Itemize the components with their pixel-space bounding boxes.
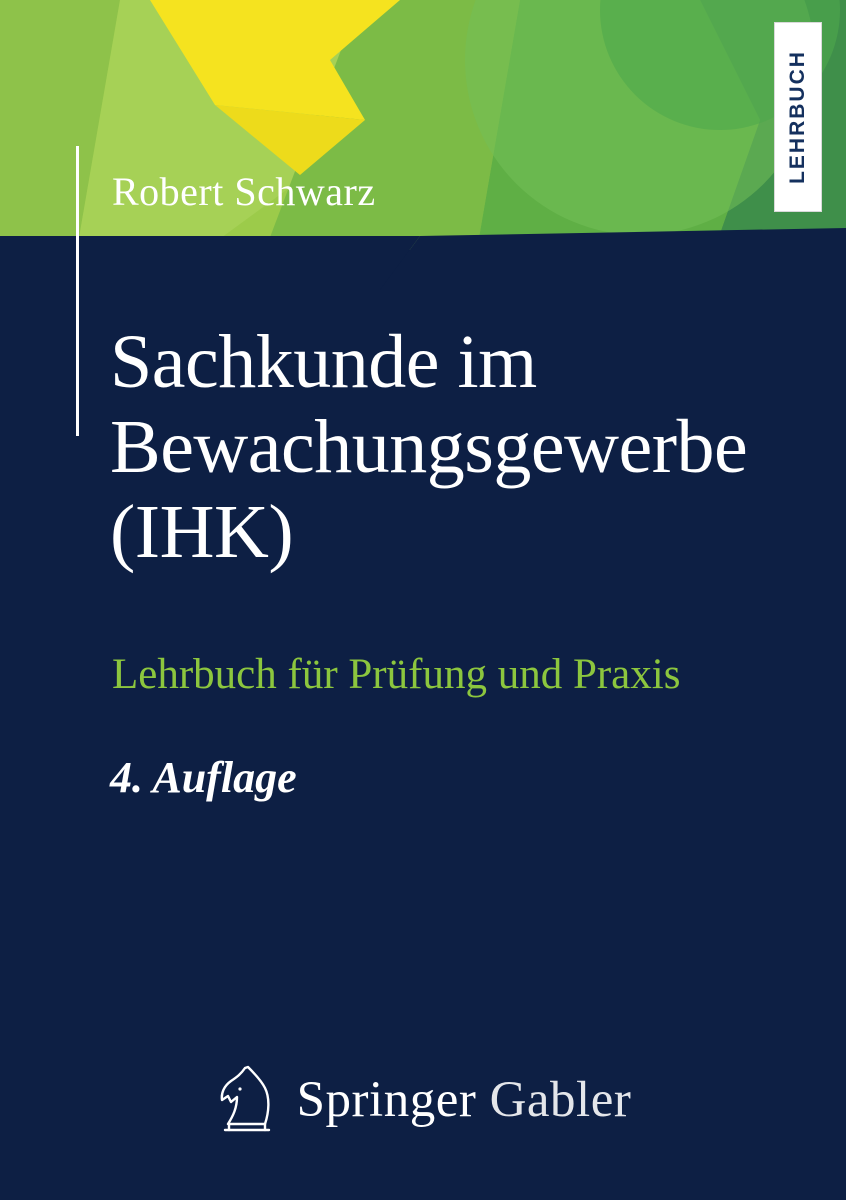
book-title-line-3: (IHK) [110,490,294,575]
book-subtitle: Lehrbuch für Prüfung und Praxis [112,651,681,698]
book-title-line-2: Bewachungsgewerbe [110,405,748,490]
book-title-line-1: Sachkunde im [110,320,537,404]
publisher-name [297,1071,632,1129]
cover-artwork-shapes [0,0,846,290]
author-name: Robert Schwarz [112,169,376,214]
publisher-name-main: Springer [296,1072,477,1128]
springer-knight-icon [215,1062,281,1138]
vertical-rule-divider [76,146,79,436]
lehrbuch-badge-label: LEHRBUCH [786,50,810,184]
publisher-imprint: Gabler [489,1072,632,1128]
edition-label: 4. Auflage [110,753,297,802]
lehrbuch-badge [774,22,822,212]
cover-artwork [0,0,846,290]
book-title [110,320,790,575]
publisher-logo [0,1062,846,1138]
